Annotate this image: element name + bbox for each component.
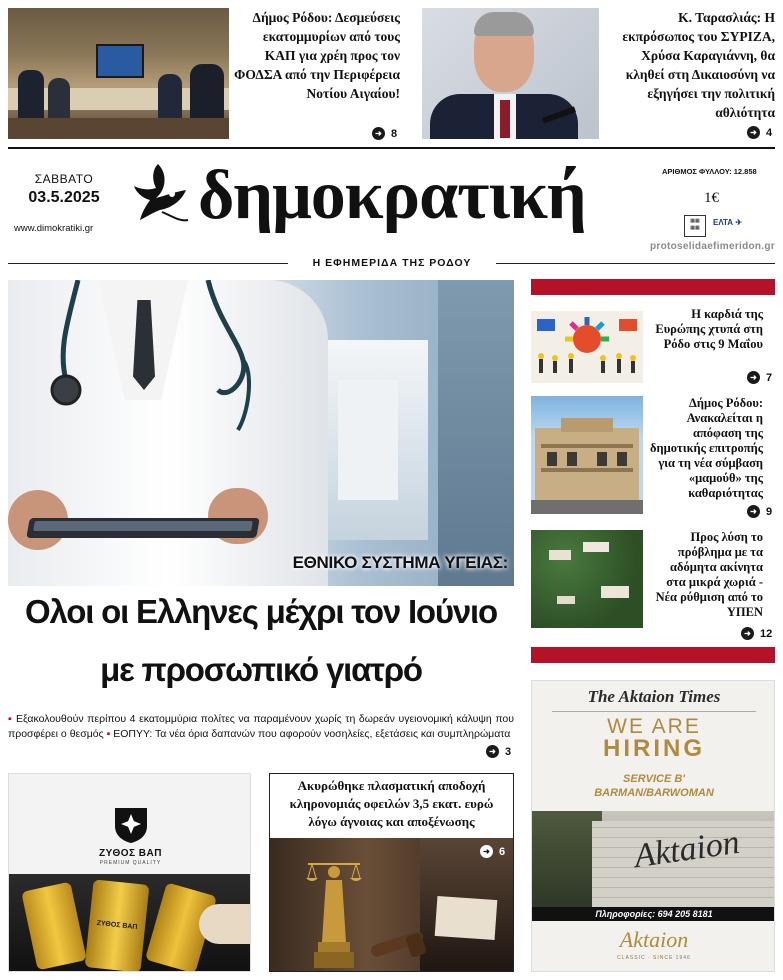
top-divider [8, 147, 775, 149]
sidebar-2-headline[interactable]: Δήμος Ρόδου: Ανακαλείται η απόφαση της δημοτικής επιτροπής για τη νέα σύμβαση «μαμούθ» της καθαριότητας [650, 396, 763, 500]
justice-statue-icon [304, 842, 364, 970]
sidebar-3-photo[interactable] [531, 530, 643, 628]
main-story-page[interactable]: ➜ 3 [486, 745, 511, 758]
arrow-icon: ➜ [486, 745, 499, 758]
hiring-sign: Aktaion [631, 823, 742, 876]
arrow-icon: ➜ [741, 627, 754, 640]
beer-sub: PREMIUM QUALITY [99, 860, 162, 866]
masthead-day: ΣΑΒΒΑΤΟ [34, 172, 94, 186]
bottom-story-photo[interactable] [270, 838, 513, 971]
beer-can-center [85, 879, 150, 972]
bottom-story-headline[interactable]: Ακυρώθηκε πλασματική αποδοχή κληρονομιάς οφειλών 3,5 εκατ. ευρώ λόγω άγνοιας και αποξένωσης [289, 778, 494, 829]
sidebar-3-headline[interactable]: Προς λύση το πρόβλημα με τα αδόμητα ακίνητα στα μικρά χωριά - Νέα ρύθμιση από το ΥΠΕΝ [655, 530, 763, 619]
main-story-bullet-1: Εξακολουθούν περίπου 4 εκατομμύρια πολίτες να παραμένουν χωρίς τη δωρεάν υγειονομική κάλυψη που προσφέρει ο θεσμός [8, 713, 514, 740]
beer-shield-icon [111, 804, 151, 844]
tagline-rule-right [496, 263, 775, 264]
top-story-1-photo[interactable] [8, 8, 229, 139]
sidebar-1-headline[interactable]: Η καρδιά της Ευρώπης χτυπά στη Ρόδο στις 9 Μαΐου [655, 307, 763, 351]
sidebar-top-bar [531, 279, 775, 295]
bullet-icon: ▪ [106, 728, 111, 740]
top-story-2-photo[interactable] [422, 8, 599, 139]
bird-icon: ✈ [735, 218, 743, 227]
sidebar-2-photo[interactable] [531, 396, 643, 514]
main-story-summary[interactable] [8, 712, 514, 742]
masthead-title[interactable]: δημοκρατική [198, 157, 586, 234]
stamp-icon: ▦▦ ▦▦ [684, 215, 706, 237]
source-watermark: protoselidaefimeridon.gr [650, 241, 775, 252]
main-story-headline-line1[interactable]: Ολοι οι Ελληνες μέχρι τον Ιούνιο [25, 593, 497, 630]
hiring-phone[interactable]: Πληροφορίες: 694 205 8181 [532, 907, 775, 921]
hiring-line1: WE ARE [607, 715, 701, 738]
masthead-issue: ΑΡΙΘΜΟΣ ΦΥΛΛΟΥ: 12.858 [662, 167, 757, 176]
beer-can-label: ΖΥΘΟΣ ΒΑΠ [96, 919, 138, 932]
top-story-2-page[interactable]: ➜ 4 [747, 126, 772, 139]
top-story-1-headline[interactable]: Δήμος Ρόδου: Δεσμεύσεις εκατομμυρίων από τους ΚΑΠ για χρέη προς τον ΦΟΔΣΑ από την Περιφέρεια Νοτίου Αιγαίου! [234, 10, 400, 101]
beer-ad[interactable] [8, 773, 251, 972]
hiring-ad[interactable] [531, 680, 775, 972]
main-story-bullet-2: ΕΟΠΥΥ: Τα νέα όρια δαπανών που αφορούν νοσηλείες, εξετάσεις και συμπληρώματα [113, 728, 511, 740]
sidebar-1-page[interactable]: ➜ 7 [747, 371, 772, 384]
arrow-icon: ➜ [747, 505, 760, 518]
bullet-icon: ▪ [8, 713, 13, 725]
hiring-role2: BARMAN/BARWOMAN [594, 787, 714, 799]
sidebar-3-page[interactable]: ➜ 12 [741, 627, 772, 640]
main-story-kicker[interactable]: ΕΘΝΙΚΟ ΣΥΣΤΗΜΑ ΥΓΕΙΑΣ: [292, 553, 508, 572]
main-story-photo[interactable] [8, 280, 514, 586]
hiring-footer-logo: Aktaion [619, 927, 689, 952]
masthead-price: 1€ [704, 190, 719, 206]
main-story-headline-line2[interactable]: με προσωπικό γιατρό [100, 651, 422, 688]
masthead-website[interactable]: www.dimokratiki.gr [14, 223, 94, 234]
top-story-1-page[interactable]: ➜ 8 [372, 127, 397, 140]
hiring-role1: SERVICE B' [623, 773, 685, 785]
sidebar-bottom-bar [531, 647, 775, 663]
arrow-icon: ➜ [747, 371, 760, 384]
arrow-icon: ➜ [480, 845, 493, 858]
sidebar-2-page[interactable]: ➜ 9 [747, 505, 772, 518]
hiring-footer-sub: CLASSIC · SINCE 1946 [617, 955, 691, 961]
hiring-line2: HIRING [603, 735, 705, 762]
hiring-paper-name: The Aktaion Times [587, 687, 721, 706]
dove-logo-icon [128, 160, 198, 228]
beer-brand: ΖΥΘΟΣ ΒΑΠ [99, 848, 162, 859]
top-story-2-headline[interactable]: Κ. Ταρασλιάς: Η εκπρόσωπος του ΣΥΡΙΖΑ, Χρύσα Καραγιάννη, θα κληθεί στη Δικαιοσύνη να εξηγήσει την πολιτική αθλιότητα [622, 10, 775, 120]
sidebar-1-photo[interactable] [531, 311, 643, 383]
tagline-rule-left [8, 263, 288, 264]
bottom-story-page[interactable]: ➜ 6 [480, 845, 505, 858]
arrow-icon: ➜ [747, 126, 760, 139]
masthead-tagline: Η ΕΦΗΜΕΡΙΔΑ ΤΗΣ ΡΟΔΟΥ [312, 257, 472, 269]
masthead-date: 03.5.2025 [28, 189, 100, 206]
arrow-icon: ➜ [372, 127, 385, 140]
elta-logo: ΕΛΤΑ ✈ [713, 218, 743, 227]
